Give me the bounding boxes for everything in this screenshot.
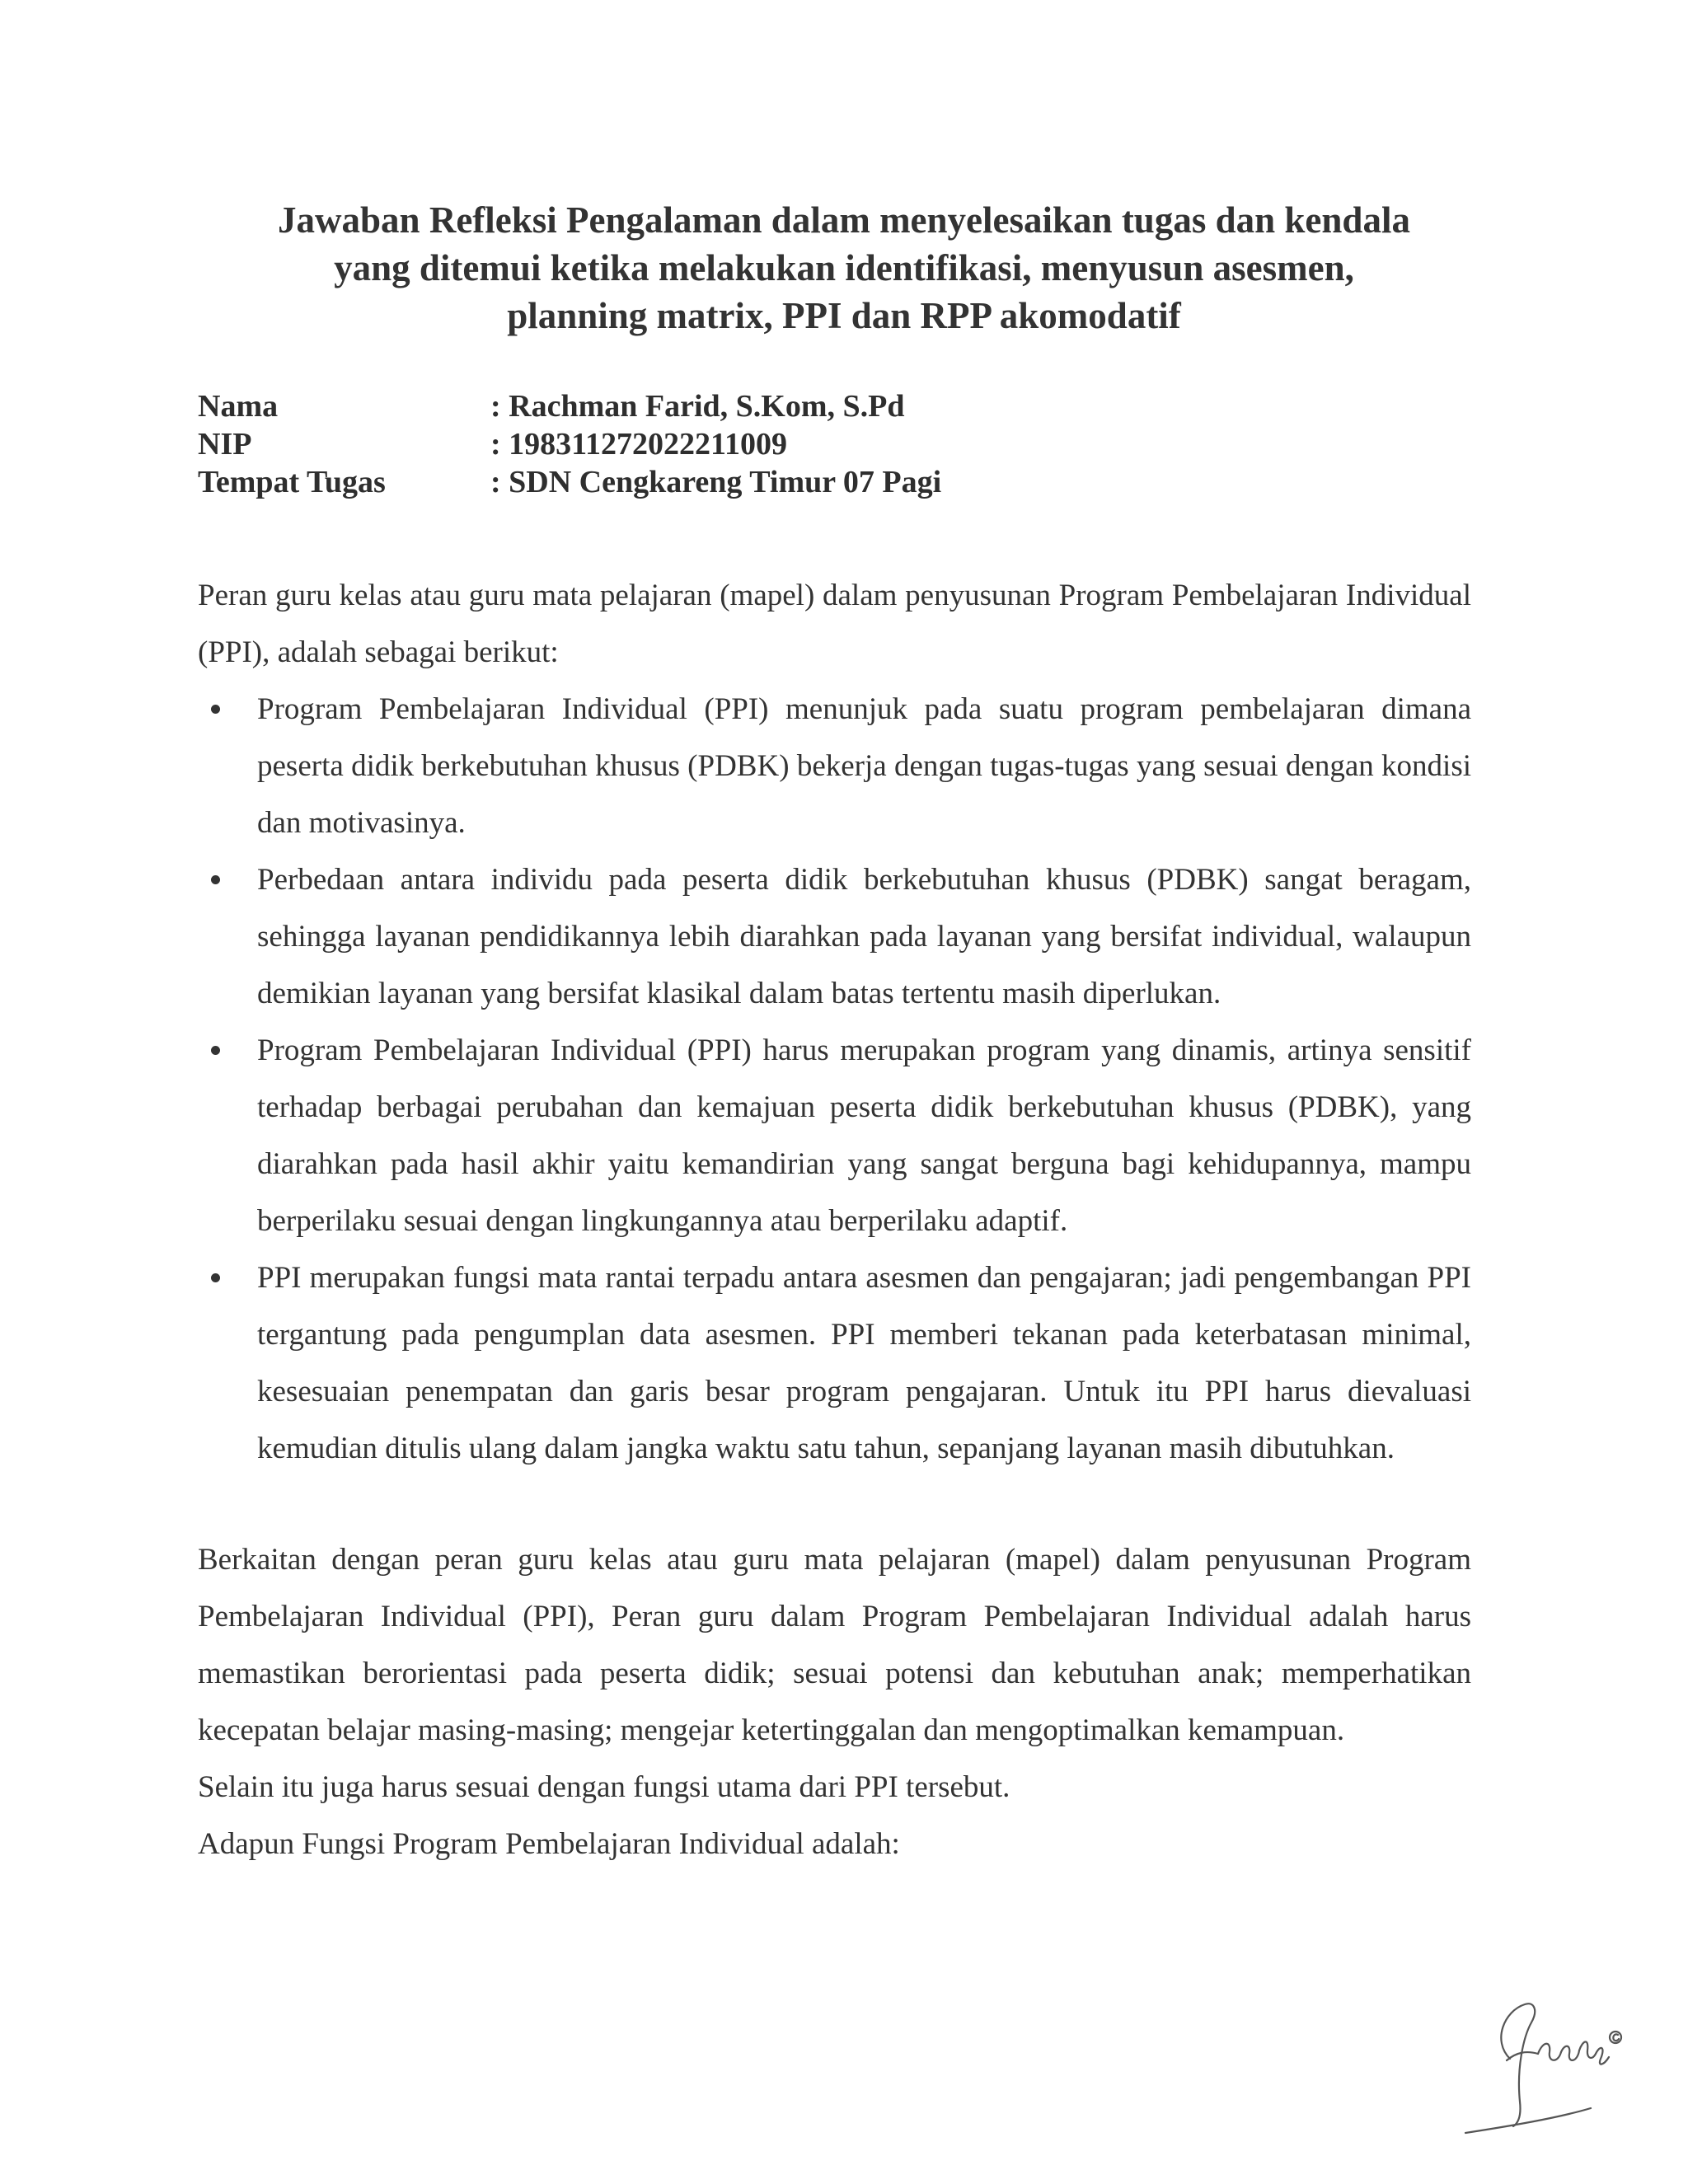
title-line: planning matrix, PPI dan RPP akomodatif xyxy=(507,295,1181,336)
identity-label: Tempat Tugas xyxy=(198,465,386,499)
bullet-icon xyxy=(211,875,220,884)
signature-icon xyxy=(1459,1961,1640,2143)
identity-value: : Rachman Farid, S.Kom, S.Pd xyxy=(490,389,905,424)
list-item xyxy=(198,1249,1471,1477)
bullet-list xyxy=(198,681,1471,1477)
list-item xyxy=(198,851,1471,1022)
bullet-icon xyxy=(211,1046,220,1055)
title-line: yang ditemui ketika melakukan identifikasi, menyusun asesmen, xyxy=(334,247,1354,288)
bullet-icon xyxy=(211,1273,220,1282)
identity-row-tempat-tugas xyxy=(198,463,941,501)
list-item xyxy=(198,1022,1471,1249)
bullet-text: PPI merupakan fungsi mata rantai terpadu antara asesmen dan pengajaran; jadi pengembangan PPI tergantung pada pengumplan data asesmen. PPI memberi tekanan pada keterbatasan minimal, kesesuaian penempatan dan garis besar program pengajaran. Untuk itu PPI harus dievaluasi kemudian ditulis ulang dalam jangka waktu satu tahun, sepanjang layanan masih dibutuhkan. xyxy=(257,1261,1471,1465)
bullet-text: Perbedaan antara individu pada peserta didik berkebutuhan khusus (PDBK) sangat beragam, sehingga layanan pendidikannya lebih diarahkan pada layanan yang bersifat individual, walaupun demikian layanan yang bersifat klasikal dalam batas tertentu masih diperlukan. xyxy=(257,863,1471,1010)
identity-value: : 198311272022211009 xyxy=(490,427,787,462)
list-item xyxy=(198,681,1471,851)
document-title xyxy=(165,196,1523,340)
identity-row-nama xyxy=(198,387,941,425)
identity-row-nip xyxy=(198,425,941,463)
closing-paragraph: Adapun Fungsi Program Pembelajaran Individual adalah: xyxy=(198,1827,900,1861)
closing-section xyxy=(198,1531,1471,1872)
bullet-icon xyxy=(211,705,220,714)
identity-label: Nama xyxy=(198,389,279,424)
identity-block xyxy=(198,387,941,501)
identity-value: : SDN Cengkareng Timur 07 Pagi xyxy=(490,465,942,499)
intro-paragraph: Peran guru kelas atau guru mata pelajaran (mapel) dalam penyusunan Program Pembelajaran Individual (PPI), adalah sebagai berikut: xyxy=(198,579,1471,669)
identity-label: NIP xyxy=(198,427,252,462)
bullet-text: Program Pembelajaran Individual (PPI) menunjuk pada suatu program pembelajaran dimana peserta didik berkebutuhan khusus (PDBK) bekerja dengan tugas-tugas yang sesuai dengan kondisi dan motivasinya. xyxy=(257,692,1471,840)
closing-paragraph: Berkaitan dengan peran guru kelas atau guru mata pelajaran (mapel) dalam penyusunan Program Pembelajaran Individual (PPI), Peran guru dalam Program Pembelajaran Individual adalah harus memastikan berorientasi pada peserta didik; sesuai potensi dan kebutuhan anak; memperhatikan kecepatan belajar masing-masing; mengejar ketertinggalan dan mengoptimalkan kemampuan. xyxy=(198,1543,1471,1747)
title-line: Jawaban Refleksi Pengalaman dalam menyelesaikan tugas dan kendala xyxy=(278,199,1410,241)
closing-paragraph: Selain itu juga harus sesuai dengan fungsi utama dari PPI tersebut. xyxy=(198,1770,1010,1804)
bullet-text: Program Pembelajaran Individual (PPI) harus merupakan program yang dinamis, artinya sensitif terhadap berbagai perubahan dan kemajuan peserta didik berkebutuhan khusus (PDBK), yang diarahkan pada hasil akhir yaitu kemandirian yang sangat berguna bagi kehidupannya, mampu berperilaku sesuai dengan lingkungannya atau berperilaku adaptif. xyxy=(257,1033,1471,1238)
